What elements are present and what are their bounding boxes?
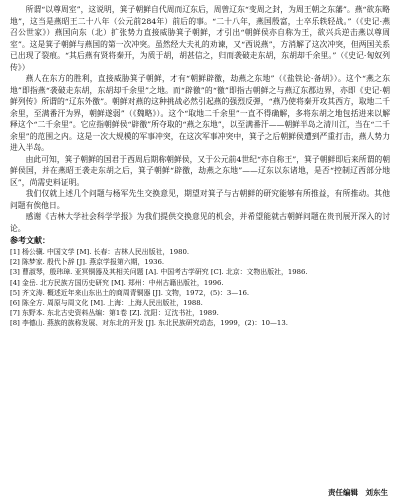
reference-item: [2] 陈梦家. 殷代卜辞 [J]. 燕京学报第六期，1936.	[10, 258, 165, 267]
reference-item: [7] 东野本. 东北古史资料丛编：第1卷 [Z]. 沈阳：辽沈书社，1989.	[10, 309, 219, 318]
reference-item: [8] 李德山. 燕族的族称发展、对东北的开发 [J]. 东北民族研究动态，1999，(2)：10—13.	[10, 319, 288, 328]
reference-item: [4] 金岳. 北方民族方国历史研究 [M]. 郑州：中州古籍出版社，1996.	[10, 278, 224, 287]
reference-item: [5] 齐文涛. 概述近年来山东出土的商周青铜器 [J]. 文物，1972，(5)：3—16.	[10, 288, 250, 297]
body-paragraph-1: 所谓“以尊周室”，这说明，箕子朝鲜自代周而辽东后，周曾辽东“变周之封，为周王朝之东藩”。燕“欲东略地”，这当是燕昭王二十八年（公元前284年）前后的事。“二十八年，燕国殷富，士卒乐轶轻战。”（《史记·燕召公世家》）燕国向东（北）扩张势力直接威胁箕子朝鲜，才引出“朝鲜侯亦自称为王，欲兴兵逆击燕以尊周室”。这是箕子朝鲜与燕国的第一次冲突。虽然经大夫礼的劝谏，又“西说燕”，方消解了这次冲突，但两国关系已出现了裂痕。“其后燕有贤将秦开，为质于胡，胡甚信之，归而袭破走东胡，东胡却千余里。”（《史记·匈奴列传》）	[10, 5, 390, 72]
reference-item: [6] 陈全方. 周原与周文化 [M]. 上海：上海人民出版社，1988.	[10, 299, 203, 308]
reference-item: [3] 曹淑琴，殷玮璋. 亚冥铜器及其相关问题 [A]. 中国考古学研究 [C]. 北京：文物出版社，1986.	[10, 268, 308, 277]
references-list	[10, 247, 390, 329]
body-paragraph-5: 感谢《吉林大学社会科学学报》为我们提供交换意见的机会，并希望能就古朝鲜问题在贵刊展开深入的讨论。	[10, 212, 390, 233]
editor-credit: 责任编辑 刘东生	[328, 488, 388, 497]
body-paragraph-4: 我们仅就上述几个问题与杨军先生交换意见，期望对箕子与古朝鲜的研究能够有所推益，有所推动。其他问题有俟他日。	[10, 189, 390, 210]
body-paragraph-3: 由此可知，箕子朝鲜的国君于西周后期称朝鲜侯，又于公元前4世纪“亦自称王”，箕子朝鲜即后来所谓的朝鲜侯国，并在燕昭王袭走东胡之后，箕子朝鲜“辟徼，劫燕之东地”——辽东以东诸地，是否“控制辽西部分地区”，尚需史料证明。	[10, 154, 390, 187]
body-paragraph-2: 燕人在东方的胜利，直接威胁箕子朝鲜，才有“朝鲜辟徼，劫燕之东地”（《盐铁论·备胡》）。这个“燕之东地”即指燕“袭破走东胡，东胡却千余里”之地。而“辟徼”的“徼”即指古朝鲜之与燕辽东郡边界，亦即《史记·朝鲜列传》所谓的“辽东外徼”。朝鲜对燕的这种挑战必然引起燕的强烈反弹，“燕乃使将秦开攻其西方，取地二千余里，至满番汗为界，朝鲜遂弱”（《魏略》）。这个“取地二千余里”一直不得确解，多将东胡之地包括进来以解释这个“二千余里”。它应指朝鲜侯“辟徼”所夺取的“燕之东地”，以至满番汗——朝鲜半岛之清川江，当在“二千余里”的范围之内。这是一次大规模的军事冲突，在这次军事冲突中，箕子之后朝鲜侯遭到严重打击，燕人势力进入半岛。	[10, 74, 390, 152]
reference-item: [1] 杨公骥. 中国文学 [M]. 长春：吉林人民出版社，1980.	[10, 248, 190, 256]
references-heading: 参考文献：	[10, 236, 50, 245]
